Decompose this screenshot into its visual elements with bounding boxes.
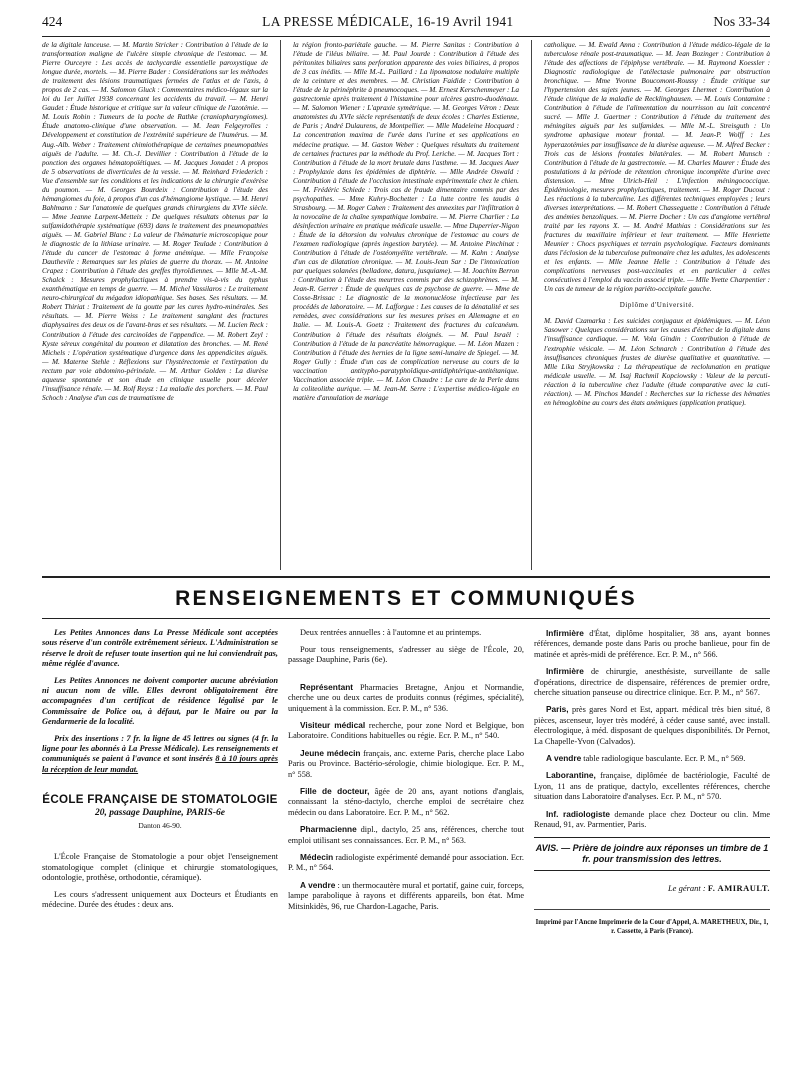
gerant-name: F. AMIRAULT. [707, 882, 770, 893]
thesis-text-3b: M. David Czamarka : Les suicides conjugaux et épidémiques. — M. Léon Sasower : Quelques considérations sur les causes d'échec de la digitale dans l'insuffisance cardiaque. — M. Vola Gindin : Contribution à l'étude de l'extrophie vésicale. — M. Léon Schnarch : Contribution à l'étude des insuffisances chroniques frustes de diurèse qualitative et quantitative. — Mlle Lika Stryjkowska : La thérapeutique de reclolunation en pratique médicale usuelle. — M. Isaj Rachmil Kopciowsky : Valeur de la percuti-réaction à la tuberculine chez l'adulte (étude comparative avec la cuti-réaction). — M. Pinchos Mandel : Recherches sur la richesse des hématies en hémoglobine au cours des états anémiques (application pratique). [544, 316, 770, 407]
school-paragraph: L'École Française de Stomatologie a pour objet l'enseignement stomatologique complet (clinique et chirurgie stomatologiques, odontologie, prothèse, orthodontie, céramique). [42, 852, 278, 883]
printer-line: Imprimé par l'Ancne Imprimerie de la Cour d'Appel, A. MARETHEUX, Dir., 1, r. Cassette, à Paris (France). [534, 909, 770, 936]
classifieds-column-3 [534, 628, 770, 1068]
classifieds-column-1 [42, 628, 278, 1068]
classified-ad [534, 809, 770, 831]
ad-lead: Jeune médecin [300, 747, 361, 758]
notice-paragraph: Les Petites Annonces ne doivent comporter aucune abréviation ni aucun nom de ville. Elles devront obligatoirement être accompagnées d'un certificat de résidence légalisé par le Commissaire de Police ou, à défaut, par le Maire ou par la Gendarmerie de la localité. [42, 675, 278, 727]
ad-text: de chirurgie, anesthésiste, surveillante de salle d'opérations, directrice de dispensaire, références de premier ordre, cherche situation panseuse ou directrice clinique. Ecr. P. M., n° 567. [534, 667, 770, 698]
school-paragraph: Deux rentrées annuelles : à l'automne et au printemps. [300, 628, 482, 637]
ad-lead: Représentant [300, 681, 354, 692]
school-title: ÉCOLE FRANÇAISE DE STOMATOLOGIE [42, 793, 278, 807]
ad-lead: A vendre [546, 753, 582, 764]
advertising-notice [42, 628, 278, 775]
ad-lead: A vendre [300, 879, 336, 890]
classified-ad [534, 628, 770, 660]
classified-ad [534, 704, 770, 747]
ad-lead: Pharmacienne [300, 824, 357, 835]
classified-ad [534, 753, 770, 764]
ad-lead: Laborantine, [546, 770, 596, 781]
thesis-column-1 [42, 40, 268, 570]
banner-rule [42, 618, 770, 619]
thesis-text-1: de la digitale lanceuse. — M. Martin Stricker : Contribution à l'étude de la transformation maligne de l'ulcère simple chronique de l'estomac. — M. Pierre Ourceyre : Les accès de tachycardie essentielle paroxystique de longue durée, mortels. — M. Pierre Bader : Considérations sur les méthodes de traitement des lésions traumatiques fermées de l'atlas et de l'axis, à propos de 2 cas. — M. Salomon Gluck : Commentaires médico-légaux sur la loi du 1er Juillet 1938 concernant les accidents du travail. — M. Henri Gaudet : Étude historique et critique sur la valeur clinique de l'azotémie. — M. Louis Robin : Tumeurs de la poche de Rathke (craniopharyngiomes). Étude anatomo-clinique d'une observation. — M. Jean Felgeyrolles : Développement et constitution de l'extrémité supérieure de l'humérus. — M. Aug.-Alb. Weber : Traitement chimiothérapique de certaines pneumopathies aiguës de l'adulte. — M. Ch.-J. Devillier : Contribution à l'étude de la ponction des organes hématopoïétiques. — M. Jacques Jonadet : A propos de 5 observations de diverticules de la vessie. — M. Reinhard Friederich : Vue d'ensemble sur les conditions et les indications de la chirurgie d'exérèse du poumon. — M. Georges Bourdeix : Contribution à l'étude des hémangiomes du foie, à propos d'un cas d'hémangiome kystique. — M. Henri Bahlmann : Sur l'anatomie de quelques grands chirurgiens du XVIe siècle. — Mme Jeanne Larpent-Metteix : De quelques résultats obtenus par la sulfamidothérapie systématique (693) dans le traitement des pneumopathies aiguës. — M. Gabriel Blanc : La valeur de l'hématurie microscopique pour le diagnostic de la lithiase urinaire. — M. Roger Teulade : Contribution à l'étude du cancer de l'estomac à forme anémique. — Mlle Françoise Dauthevile : Remarques sur les plaies de guerre du thorax. — M. Antoine Crapez : Contribution à l'étude des greffes thyroïdiennes. — Mlle M.-A.-M. Schalck : Mesures prophylactiques à prendre vis-à-vis du typhus exanthématique en temps de guerre. — M. Michel Vassilaros : Le traitement neuro-chirurgical du mégadon idiopathique. Ses bases. Ses résultats. — M. Robert Thiriat : Traitement de la goutte par les cures hydro-minérales. Ses résultats. — M. Pierre Weiss : Le traitement sanglant des fractures diaphysaires des deux os de l'avant-bras et ses résultats. — M. Lucien Reck : Contribution à l'étude des carcinoïdes de l'appendice. — M. Robert Zeyl : Kyste séreux congénital du poumon et dilatation des bronches. — M. René Michels : L'opération systématique d'urgence dans les appendicites aiguës. — M. Materne Stehle : Réflexions sur l'hystérectomie et l'extirpation du rectum par voie abdomino-périnéale. — M. Arthur Golden : La diurèse aqueuse spontanée et son étude en clinique usuelle pour déceler l'insuffisance rénale. — M. Rolf Reysz : La maladie des porchers. — M. Paul Schoch : Analyse d'un cas de traumatisme de [42, 40, 268, 402]
school-phone: Danton 46-90. [138, 821, 182, 831]
column-divider [531, 40, 532, 570]
ad-text: près gares Nord et Est, appart. médical très bien situé, 8 pièces, ascenseur, loyer très modéré, à céder cause santé, avec install. électrologique, à méd. disposant de quelques disponibilités. Dr Pernot, La Chapelle-Yvon (Calvados). [534, 705, 770, 746]
classified-ad [288, 748, 524, 780]
classified-ad [288, 786, 524, 818]
classified-ad [288, 824, 524, 846]
ad-text: français, anc. externe Paris, cherche place Labo Paris ou Province. Bactério-sérologie, chimie biologique. Ecr. P. M., n° 558. [288, 748, 524, 779]
ad-lead: Infirmière [546, 628, 584, 638]
classifieds-column-2 [288, 628, 524, 1068]
gerant-label: Le gérant : [667, 882, 706, 893]
journal-title: LA PRESSE MÉDICALE, 16-19 Avril 1941 [262, 14, 514, 29]
classified-ad [288, 682, 524, 714]
notice-price-text: Prix des insertions : 7 fr. la ligne de 45 lettres ou signes (4 fr. la ligne pour les abonnés à La Presse Médicale). Les renseignements et communiqués se paient à l'avance et sont insérés [42, 733, 278, 764]
ad-text: table radiologique basculante. Ecr. P. M., n° 569. [583, 754, 746, 764]
school-address: 20, passage Dauphine, PARIS-6e [95, 807, 225, 818]
page-header [42, 14, 770, 34]
classified-ad [288, 720, 524, 742]
classified-ad [534, 770, 770, 802]
section-rule [42, 576, 770, 578]
ads-list [534, 628, 770, 831]
ad-text: d'État, diplôme hospitalier, 38 ans, ayant bonnes références, demande poste dans Paris ou proche banlieue, pour fin de matinée et après-midi de préférence. Ecr. P. M., n° 566. [534, 629, 770, 659]
classifieds-section [42, 628, 770, 1068]
avis-notice: AVIS. — Prière de joindre aux réponses un timbre de 1 fr. pour transmission des lettres. [534, 837, 770, 871]
ad-lead: Visiteur médical [300, 720, 366, 730]
ad-text: recherche, pour zone Nord et Belgique, bon Laboratoire. Conditions habituelles ou régie. Ecr. P. M., n° 540. [288, 721, 524, 741]
notice-paragraph [42, 734, 278, 776]
notice-underlined-text: 8 à 10 jours après la réception de leur mandat. [42, 754, 278, 774]
column-divider [280, 40, 281, 570]
thesis-list-section [42, 40, 770, 570]
ad-text: demande place chez Docteur ou clin. Mme Renaud, 91, av. Parmentier, Paris. [534, 809, 770, 830]
ad-text: âgée de 20 ans, ayant notions d'anglais, connaissant la sténo-dactylo, cherche emploi de secrétaire chez médecin ou dans Laboratoire. Ecr. P. M., n° 562. [288, 787, 524, 817]
classified-ad [288, 880, 524, 912]
ads-list [288, 682, 524, 912]
issue-number: Nos 33-34 [713, 14, 770, 29]
ad-text: : un thermocautère mural et portatif, gaine cuir, forceps, lampe parabolique à rayons et différents appareils, bon état. Mme Mitsinkidès, 96, rue Chardon-Lagache, Paris. [288, 880, 524, 911]
ad-text: dipl., dactylo, 25 ans, références, cherche tout emploi utilisant ses connaissances. Ecr. P. M., n° 563. [288, 825, 524, 845]
thesis-text-2: la région fronto-pariétale gauche. — M. Pierre Sanitas : Contribution à l'étude de l'iléus biliaire. — M. Paul Jourde : Contribution à l'étude des péritonites biliaires sans perforation apparente des voies biliaires, à propos de 3 cas inédits. — Mlle M.-L. Paillard : La lipomatose nodulaire multiple de la ceinture et des membres. — M. Christian Faidide : Contribution à l'étude de la périnéphrite à pneumocoques. — M. Ernest Kerschenmeyer : La gastrectomie après traitement à l'histamine pour ulcères gastro-duodénaux. — M. Salomon Wiener : L'apraxie symétrique. — M. Georges Véron : Deux anatomistes du XVIe siècle représentatifs de deux écoles : Charles Estienne, de Paris ; André Dulaurens, de Montpellier. — Mlle Madeleine Hocquard : La concentration maxima de l'urée dans l'urine et ses applications en médecine pratique. — M. Gaston Weber : Quelques résultats du traitement de certaines fractures par la méthode du Prof. Leriche. — M. Jacques Tort : Contribution à l'étude de la mort brutale dans l'asthme. — M. Jacques Auer : Prophylaxie dans les épidémies de diphtérie. — Mlle Andrée Oswald : Contribution à l'étude de l'occlusion intestinale expérimentale chez le chien. — M. Frédéric Schiede : Trois cas de fraude dimentaire commis par des psychopathes. — Mme Kuhry-Bochetter : La lutte contre les taudis à Strasbourg. — M. Roger Cahen : Traitement des annexites par l'infiltration à la novocaïne de la chaîne sympathique lombaire. — M. Pierre Charlier : La désinfection urinaire en pratique médicale usuelle. — Mme Duperrier-Nigon : Étude de la détorsion du volvulus chronique de l'estomac au cours de l'examen radiologique (après ingestion barytée). — M. Antoine Pinchinat : Contribution à l'étude de l'ostéomyélite vertébrale. — M. Kahn : Analyse d'un cas de dilatation chronique. — M. Louis-Jean Sar : De l'intoxication par quelques solanées (belladone, datura, jusquiame). — M. Joachim Berron : Contribution à l'étude des meurtres commis par des schizophrènes. — M. Jean-R. Gerrer : Étude de quelques cas de psychose de guerre. — Mme de Cosse-Brissac : Le diagnostic de la mononucléose infectieuse par les procédés de laboratoire. — M. Lafforgue : Les causes de la dénatalité et ses remèdes, avec considérations sur les mesures prises en Allemagne et en Italie. — M. Louis-A. Goetz : Traitement des fractures du calcanéum. Contribution à l'étude des résultats éloignés. — M. Paul Israël : Contribution à l'étude de la pancréatite hémorragique. — M. Léon Mazen : Contribution à l'étude des hernies de la ligne semi-lunaire de Spiegel. — M. Roger Gully : Étude d'un cas de complication nerveuse au cours de la vaccination antitypho-paratyphoïdique-antidiphtérique-antitétanique. Vaccination associée triple. — M. Léon Chaudre : Le cure de la Perle dans la coliteolithe aurique. — M. Jean-M. Serre : L'expertise médico-légale en matière d'annulation de mariage [293, 40, 519, 402]
classified-ad [288, 852, 524, 874]
ad-lead: Paris, [546, 704, 569, 715]
thesis-column-2 [293, 40, 519, 570]
ad-text: Pharmacies Bretagne, Anjou et Normandie, cherche une ou deux cartes de produits connus (régimes, spécialité), uniquement à la commission. Ecr. P. M., n° 536. [288, 682, 524, 713]
school-paragraph: Pour tous renseignements, s'adresser au siège de l'École, 20, passage Dauphine, Paris (6e). [288, 644, 524, 665]
ad-text: radiologiste expérimenté demandé pour association. Ecr. P. M., n° 564. [288, 853, 524, 873]
school-paragraph: Les cours s'adressent uniquement aux Docteurs et Étudiants en médecine. Durée des études : deux ans. [42, 889, 278, 910]
ad-lead: Médecin [300, 852, 334, 863]
thesis-text-3: catholique. — M. Ewald Anna : Contribution à l'étude médico-légale de la tuberculose rénale post-traumatique. — M. Jean Bozinger : Contribution à l'étude des affections de l'épiphyse vertébrale. — M. Raymond Koessler : Diagnostic radiologique de l'atélectasie pulmonaire par obstruction bronchique. — Mme Yvonne Boucomont-Roussy : Étude critique sur l'hypertension des sujets jeunes. — M. Georges Lhermet : Contribution à l'étude clinique de la maladie de Recklinghausen. — M. Louis Contamine : Contribution à l'étude de l'alimentation du nourrisson au lait concentré sucré. — Mlle J. Gaertner : Contribution à l'étude du traitement des méningites aiguës par les sulfamides. — Mlle M.-L. Streisguth : Un syndrome aphasique moteur frontal. — M. Jean-P. Wolff : Les hyperazotémies par insuffisance de la diurèse aqueuse. — M. Alfred Becker : Trois cas de lésions frontales bilatérales. — M. Robert Munsch : Contribution à l'étude de la gastrectomie. — M. Charles Maurer : Étude des postulations à la période de rétention chronique incomplète d'urine avec distension. — Mme Ulrich-Heil : L'infection méningococcique. Épidémiologie, mesures prophylactiques, traitement. — M. Roger Ducout : Les réactions à la tuberculine. Les différentes techniques employées ; leurs diverses interprétations. — M. Robert Chasseguette : Contribution à l'étude des anémies benzoliques. — M. Pierre Docher : Un cas d'angiome vertébral traité par les rayons X. — M. André Mathias : Considérations sur les fractures du maxillaire inférieur et leur traitement. — Mlle Henriette Meunier : Chocs psychiques et terrain psychologique. Facteurs dominants dans l'éclosion de la tuberculose pulmonaire chez les adultes, les adolescents et les enfants. — Mlle Jeanne Helle : Contribution à l'étude des complications nerveuses post-vaccinales et en particulier à celles consécutives à l'emploi du vaccin associé triple. — Mlle Yvette Charpentier : Un cas de tumeur de la région pariéto-occipitale gauche. [544, 40, 770, 294]
ad-lead: Infirmière [546, 666, 584, 677]
ad-lead: Fille de docteur, [300, 786, 370, 797]
gerant-line [534, 883, 770, 894]
page-number: 424 [42, 14, 63, 29]
ad-text: française, diplômée de bactériologie, Faculté de Lyon, 11 ans de pratique, dactylo, excellentes références, cherche situation dans Laboratoire d'analyses. Ecr. P. M., n° 570. [534, 771, 770, 802]
diplome-universite-heading: Diplôme d'Université. [619, 301, 695, 310]
thesis-column-3 [544, 40, 770, 570]
section-banner: RENSEIGNEMENTS ET COMMUNIQUÉS [175, 587, 637, 610]
header-rule [42, 36, 770, 37]
classified-ad [534, 666, 770, 698]
ad-lead: Inf. radiologiste [546, 808, 611, 819]
notice-paragraph: Les Petites Annonces dans La Presse Médicale sont acceptées sous réserve d'un contrôle extrêmement sérieux. L'Administration se réserve le droit de refuser toute insertion qui ne lui conviendrait pas, même réglée d'avance. [42, 628, 278, 669]
